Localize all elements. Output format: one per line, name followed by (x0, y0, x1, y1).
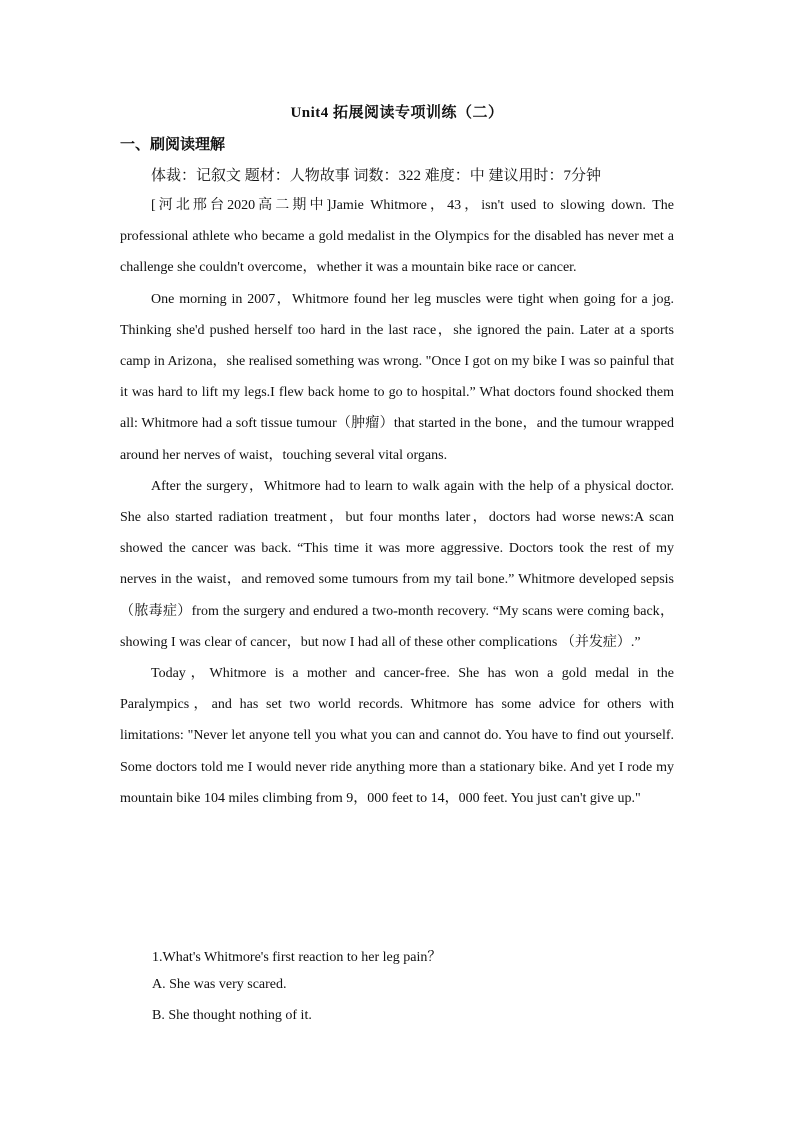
question-1-option-a: A. She was very scared. (152, 977, 287, 992)
passage-paragraph-1: [河北邢台2020高二期中]Jamie Whitmore，43，isn't used to slowing down. The professional athlete who became a gold medalist in the Olympics for the disabled has never met a challenge she couldn't overcome，whether it was a mountain bike race or cancer. (120, 198, 674, 276)
passage-paragraph-4: Today，Whitmore is a mother and cancer-free. She has won a gold medal in the Paralympics，and has set two world records. Whitmore has some advice for others with limitations: "Never let anyone tell you what you can and cannot do. You have to find out yourself. Some doctors told me I would never ride anything more than a stationary bike. And yet I rode my mountain bike 104 miles climbing from 9，000 feet to 14，000 feet. You just can't give up." (120, 666, 674, 806)
question-1-stem: 1.What's Whitmore's first reaction to her leg pain？ (152, 950, 442, 965)
passage-paragraph-3: After the surgery，Whitmore had to learn to walk again with the help of a physical doctor. She also started radiation treatment，but four months later，doctors had worse news:A scan showed the cancer was back. “This time it was more aggressive. Doctors took the rest of my nerves in the waist，and removed some tumours from my tail bone.” Whitmore developed sepsis（脓毒症）from the surgery and endured a two-month recovery. “My scans were coming back，showing I was clear of cancer，but now I had all of these other complications （并发症）.” (120, 478, 674, 650)
passage-meta-line: 体裁：记叙文 题材：人物故事 词数：322 难度：中 建议用时：7分钟 (151, 168, 602, 184)
question-1-option-b: B. She thought nothing of it. (152, 1008, 312, 1023)
passage-body (120, 190, 674, 814)
page-title: Unit4 拓展阅读专项训练（二） (290, 105, 504, 121)
passage-paragraph-2: One morning in 2007，Whitmore found her leg muscles were tight when going for a jog. Thinking she'd pushed herself too hard in the last race，she ignored the pain. Later at a sports camp in Arizona，she realised something was wrong. "Once I got on my bike I was so painful that it was hard to lift my legs.I flew back home to go to hospital.” What doctors found shocked them all: Whitmore had a soft tissue tumour（肿瘤）that started in the bone，and the tumour wrapped around her nerves of waist，touching several vital organs. (120, 291, 674, 463)
section-heading: 一、刷阅读理解 (120, 137, 226, 153)
